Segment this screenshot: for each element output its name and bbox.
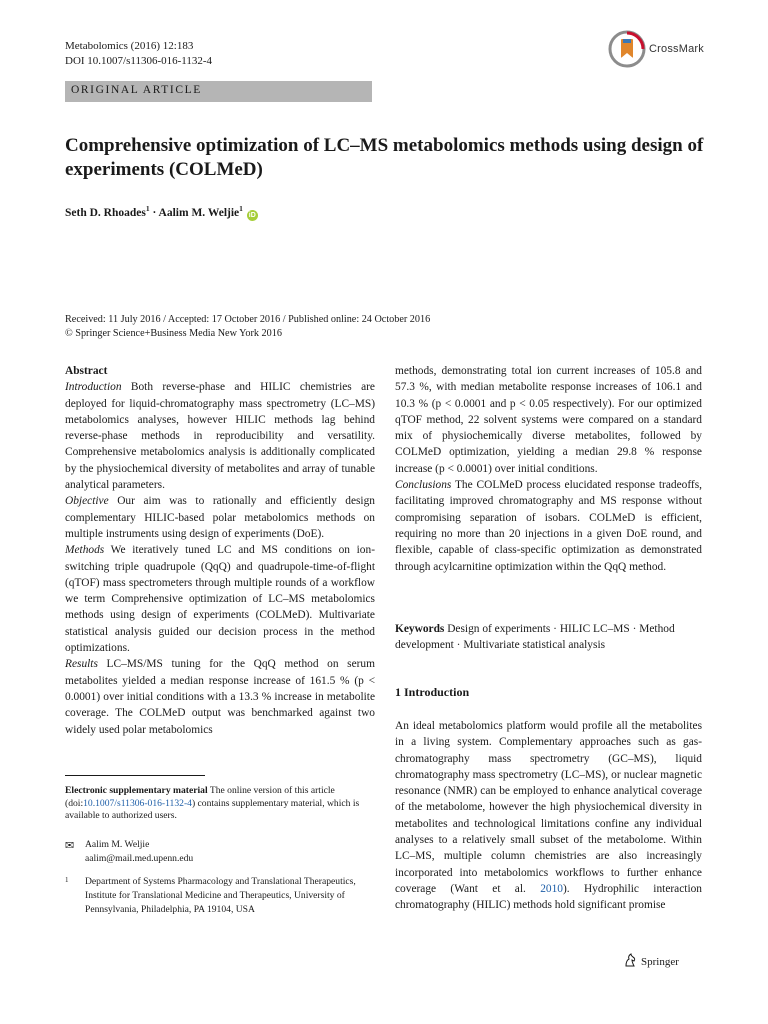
supplementary-note [65, 785, 371, 823]
abstract-label: Introduction [65, 381, 122, 394]
abstract-results-continued: methods, demonstrating total ion current increases of 105.8 and 57.3 %, with median metabolite response increases of 106.1 and 10.3 % (p < 0.0001 and p < 0.05 respectively). For our optimized qTOF method, 22 solvent systems were compared on a standard mix of physiochemically diverse metabolites, followed by COLMeD optimization, yielding a median 29.8 % response increase (p < 0.0001) over initial conditions. [395, 365, 702, 475]
publication-dates [65, 313, 430, 341]
section-heading: 1 Introduction [395, 685, 470, 699]
keywords [395, 621, 702, 654]
author-name[interactable]: Aalim M. Weljie [158, 206, 240, 219]
author-affiliation-mark: 1 [239, 204, 243, 213]
author-separator: · [149, 206, 159, 219]
abstract-text: LC–MS/MS tuning for the QqQ method on serum metabolites yielded a median response increase of 161.5 % (p < 0.0001) over initial conditions with a 13.3 % increase in metabolite coverage. The COLMeD output was benchmarked against two widely used polar metabolomics [65, 658, 375, 736]
abstract-label: Conclusions [395, 479, 452, 492]
abstract-text: We iteratively tuned LC and MS conditions on ion-switching triple quadrupole (QqQ) and quadrupole-time-of-flight (qTOF) mass spectrometers through multiple rounds of a workflow we term Comprehensive optimization of LC–MS metabolomics methods using design of experiments (COLMeD). Multivariate statistical analysis guided our decision process in the method optimizations. [65, 544, 375, 655]
affiliation-text: Department of Systems Pharmacology and Translational Therapeutics, Institute for Translational Medicine and Therapeutics, University of Pennsylvania, Philadelphia, PA 19104, USA [85, 876, 356, 915]
orcid-icon[interactable]: iD [248, 211, 256, 219]
supplementary-text: The online version of this article (doi: [65, 785, 335, 809]
author-line [65, 204, 258, 221]
author-affiliation-mark: 1 [145, 204, 150, 213]
body-text: An ideal metabolomics platform would profile all the metabolites in a living system. Complementary approaches such as gas-chromatography mass spectrometry (GC–MS), liquid chromatography mass spectrometry (LC–MS), or nuclear magnetic resonance (NMR) can be employed to enhance analytical coverage of the metabolome, however the high physiochemical diversity in metabolites and technological limitations confine any individual analyses to a relatively small subset of the metabolome. Within LC–MS, multiple column chemistries are also increasingly incorporated into metabolomics workflows to further enhance coverage (Want et al. [395, 720, 702, 895]
body-text: ). Hydrophilic interaction chromatography (HILIC) methods hold significant promise [395, 882, 703, 912]
abstract-label: Methods [65, 544, 105, 557]
keywords-text: Design of experiments · HILIC LC–MS · Method development · Multivariate statistical analysis [395, 623, 675, 652]
journal-citation [65, 39, 212, 69]
abstract-heading: Abstract [65, 365, 108, 377]
corresponding-email[interactable]: aalim@mail.med.upenn.edu [85, 853, 194, 864]
abstract-text: Our aim was to rationally and efficiently design complementary HILIC-based polar metabolomics methods on multiple instruments using design of experiments (DoE). [65, 495, 375, 540]
supplementary-label: Electronic supplementary material [65, 785, 208, 796]
abstract-conclusions [395, 477, 702, 575]
abstract-text: Both reverse-phase and HILIC chemistries are deployed for liquid-chromatography mass spectrometry (LC–MS) metabolomics analyses, however HILIC methods lag behind reverse-phase methods in reproducibility and versatility. Comprehensive metabolomics analysis is additionally complicated by the physiochemical diversity of metabolites and array of tunable analytical parameters. [65, 381, 375, 492]
crossmark-label: CrossMark [649, 43, 704, 55]
citation-link[interactable]: 2010 [540, 882, 563, 895]
abstract-methods [65, 542, 375, 656]
corresponding-name: Aalim M. Weljie [85, 839, 150, 850]
envelope-icon: ✉ [65, 839, 75, 852]
doi-line: DOI 10.1007/s11306-016-1132-4 [65, 55, 213, 67]
corresponding-author [65, 838, 371, 866]
article-title: Comprehensive optimization of LC–MS metabolomics methods using design of experiments (COLMeD) [65, 135, 704, 180]
publisher-footer [623, 953, 679, 968]
crossmark-badge[interactable] [608, 30, 718, 74]
abstract-objective [65, 493, 375, 542]
footnote-divider [65, 775, 205, 776]
introduction-paragraph [395, 718, 702, 914]
publisher-name: Springer [641, 956, 679, 968]
affiliation-number: 1 [65, 876, 69, 884]
abstract-text: The COLMeD process elucidated response tradeoffs, facilitating improved chromatography and MS response without compromising separation of isobars. COLMeD is efficient, requiring no more than 20 injections in a given DoE round, and flexible, capable of class-specific optimization as demonstrated through acylcarnitine optimization within the QqQ method. [395, 479, 702, 573]
abstract-results [65, 656, 375, 737]
abstract-column-left [65, 363, 375, 738]
copyright-line: © Springer Science+Business Media New York 2016 [65, 328, 282, 339]
supplementary-text: ) contains supplementary material, which is available to authorized users. [65, 797, 360, 822]
abstract-label: Results [65, 658, 98, 671]
journal-line: Metabolomics (2016) 12:183 [65, 40, 194, 52]
abstract-label: Objective [65, 495, 109, 508]
article-type-label: ORIGINAL ARTICLE [71, 84, 202, 96]
article-type-banner [65, 81, 372, 102]
doi-link[interactable]: 10.1007/s11306-016-1132-4 [83, 797, 192, 809]
abstract-introduction [65, 379, 375, 493]
crossmark-icon [608, 30, 646, 68]
springer-horse-icon [623, 953, 637, 967]
affiliation-footnote [65, 875, 371, 917]
abstract-column-right [395, 363, 702, 575]
dates-line: Received: 11 July 2016 / Accepted: 17 October 2016 / Published online: 24 October 2016 [65, 314, 431, 325]
author-name[interactable]: Seth D. Rhoades [65, 206, 146, 219]
keywords-label: Keywords [395, 623, 445, 635]
